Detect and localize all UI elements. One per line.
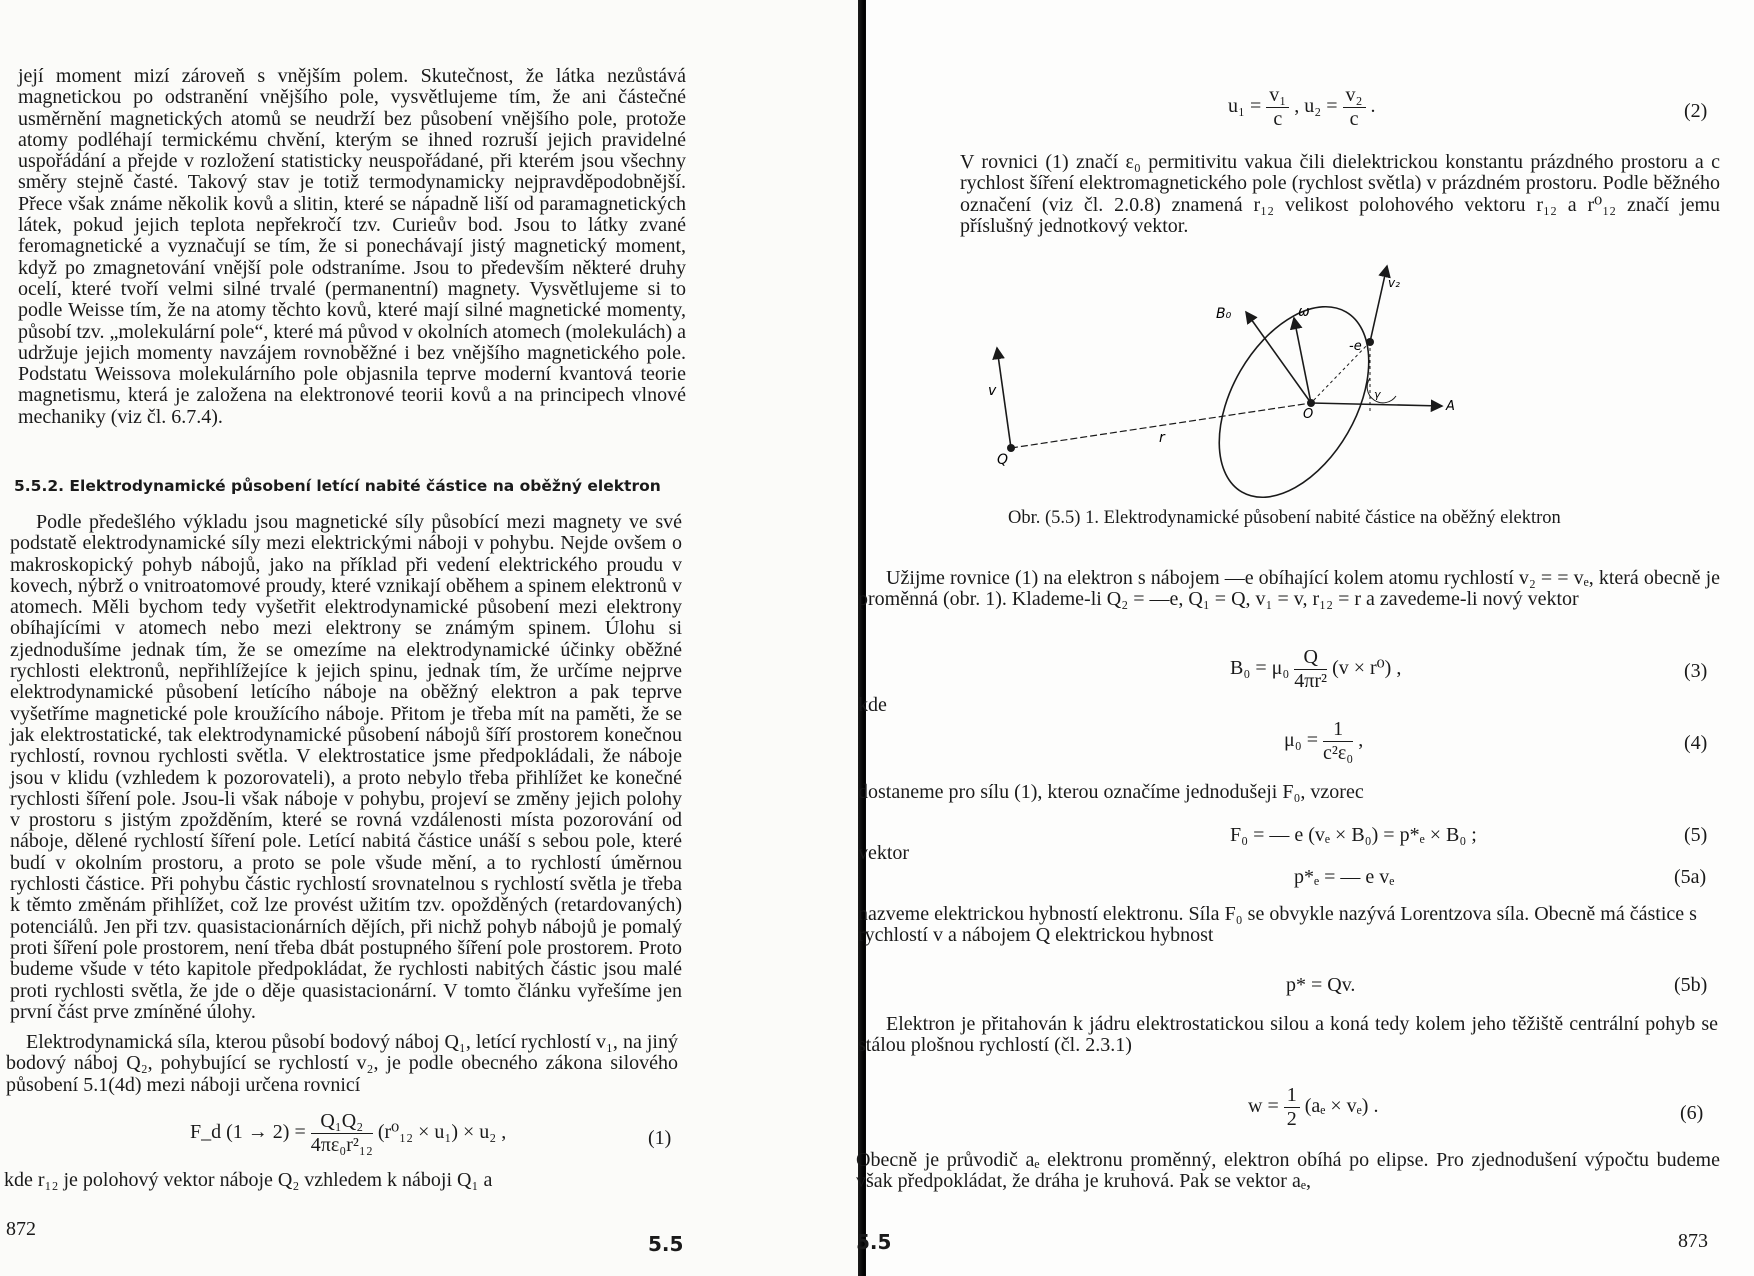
equation-number: (1) [648, 1127, 672, 1149]
section-runner: 5.5 [648, 1232, 684, 1256]
charge-q-point [1007, 444, 1015, 452]
axis-a-arrow [1311, 403, 1442, 406]
eq-middle: , u₂ = [1294, 95, 1338, 118]
section-heading: 5.5.2. Elektrodynamické působení letící nabité částice na oběžný elektron [14, 477, 661, 495]
paragraph: Elektrodynamická síla, kterou působí bodový náboj Q₁, letící rychlostí v₁, na jiný bodový náboj Q₂, pohybující se rychlostí v₂, je podle obecného zákona silového působení 5.1(4d) mezi náboji určena rovnicí [6, 1031, 678, 1096]
label-v2: v₂ [1388, 276, 1400, 290]
v2-vector-arrow [1370, 266, 1387, 342]
numerator: Q [1294, 646, 1327, 670]
label-omega: ω [1298, 304, 1310, 320]
eq-rhs: (v × r⁰) , [1332, 657, 1402, 680]
word-kde: kde [858, 694, 887, 716]
denominator: c [1349, 108, 1359, 130]
label-o: O [1303, 407, 1314, 422]
eq-lhs: B₀ = μ₀ [1230, 657, 1290, 680]
denominator: c [1273, 108, 1283, 130]
numerator: v₁ [1266, 84, 1289, 108]
numerator: v₂ [1343, 84, 1366, 108]
equation-3 [1230, 646, 1401, 693]
page-number: 872 [6, 1218, 36, 1240]
equation-4 [1284, 718, 1363, 765]
eq-rhs: , [1358, 729, 1364, 752]
equation-number: (3) [1684, 660, 1708, 682]
equation-5: F₀ = — e (vₑ × B₀) = p*ₑ × B₀ ; [1230, 824, 1477, 846]
paragraph: nazveme elektrickou hybností elektronu. Síla F₀ se obvykle nazývá Lorentzova síla. Obecně má částice s rychlostí v a nábojem Q elektrickou hybnost [858, 903, 1697, 947]
paragraph: její moment mizí zároveň s vnějším polem. Skutečnost, že látka nezůstává magnetickou po odstranění vnějšího pole, vysvětlujeme tím, že ani částečné usměrnění magnetických atomů se neudrží bez působení vnějšího pole, protože atomy podléhají termickému chvění, kterým se ihned rozruší jejich pravidelné uspořádání a přejde v rozložení statisticky neuspořádané, při kterém jsou všechny směry stejně časté. Takový stav je totiž termodynamicky nejpravděpodobnější. Přece však známe několik kovů a slitin, které se nápadně liší od paramagnetických látek, pokud jejich teplota nepřekročí tzv. Curieův bod. Jsou to látky zvané feromagnetické a vyznačují se tím, že si ponechávají jistý magnetický moment, když po zmagnetování vnější pole odstraníme. Jsou to především některé druhy ocelí, které tvoří velmi silné trvalé (permanentní) magnety. Vysvětlujeme si to podle Weisse tím, že na atomy těchto kovů, které mají silné magnetické momenty, působí tzv. „molekulární pole“, které má původ v okolních atomech (molekulách) a udržuje jejich momenty navzájem rovnoběžné i bez vnějšího magnetického pole. Podstatu Weissova molekulárního pole objasnila teprve moderní kvantová teorie magnetismu, která je založena na elektronové teorii kovů a na principech vlnové mechaniky (viz čl. 6.7.4). [18, 65, 686, 428]
figure-caption: Obr. (5.5) 1. Elektrodynamické působení nabité částice na oběžný elektron [1008, 508, 1561, 528]
equation-5b: p* = Qv. [1286, 974, 1356, 996]
fraction [1284, 1084, 1300, 1131]
equation-number: (4) [1684, 732, 1708, 754]
equation-number: (5) [1684, 824, 1708, 846]
section-runner: 5.5 [856, 1230, 892, 1254]
left-page [0, 0, 860, 1276]
label-angle: γ [1374, 388, 1381, 401]
figure-diagram [866, 0, 1754, 520]
equation-number: (5a) [1674, 866, 1707, 888]
eq-tail: . [1370, 95, 1376, 118]
electron-point [1366, 338, 1374, 346]
numerator: Q₁Q₂ [311, 1110, 373, 1134]
numerator: 1 [1323, 718, 1353, 742]
eq-lhs: w = [1248, 1095, 1279, 1118]
angle-arc [1367, 378, 1396, 403]
fraction [1294, 646, 1327, 693]
denominator: c²ε₀ [1322, 742, 1354, 764]
equation-6 [1248, 1084, 1378, 1131]
label-b0: B₀ [1216, 306, 1232, 322]
paragraph: Obecně je průvodič aₑ elektronu proměnný, elektron obíhá po elipse. Pro zjednodušení výpočtu budeme však předpokládat, že dráha je kruhová. Pak se vektor aₑ, [856, 1149, 1720, 1193]
eq-lhs: F_d (1 → 2) = [190, 1121, 306, 1144]
eq-lhs: μ₀ = [1284, 729, 1318, 752]
label-v: v [988, 383, 997, 399]
denominator: 4πr² [1294, 670, 1328, 692]
fraction [311, 1110, 373, 1157]
paragraph: Užijme rovnice (1) na elektron s nábojem —e obíhající kolem atomu rychlostí v₂ = = vₑ, která obecně je proměnná (obr. 1). Klademe-li Q₂ = —e, Q₁ = Q, v₁ = v, r₁₂ = r a zavedeme-li nový vektor [858, 567, 1720, 611]
denominator: 2 [1286, 1108, 1297, 1130]
label-a: A [1446, 399, 1455, 414]
eq-lhs: u₁ = [1228, 95, 1262, 118]
paragraph: V rovnici (1) značí ε₀ permitivitu vakua čili dielektrickou konstantu prázdného prostoru a c rychlost šíření elektromagnetického pole (rychlost světla) v prázdném prostoru. Podle běžného označení (viz čl. 2.0.8) znamená r₁₂ velikost polohového vektoru r₁₂ a r⁰₁₂ značí jemu příslušný jednotkový vektor. [960, 151, 1720, 237]
eq-rhs: (r⁰₁₂ × u₁) × u₂ , [377, 1121, 507, 1144]
label-minus-e: -e [1349, 339, 1362, 354]
right-page [856, 0, 1754, 1276]
equation-number: (6) [1680, 1102, 1704, 1124]
v-vector-arrow [997, 348, 1011, 448]
paragraph: Elektron je přitahován k jádru elektrostatickou silou a koná tedy kolem jeho těžiště centrální pohyb se stálou plošnou rychlostí (čl. 2.3.1) [858, 1013, 1718, 1057]
label-q: Q [997, 452, 1009, 468]
page-number: 873 [1678, 1230, 1708, 1252]
paragraph: Podle předešlého výkladu jsou magnetické síly působící mezi magnety ve své podstatě elektrodynamické síly mezi elektrickými náboji v pohybu. Nejde ovšem o makroskopický pohyb nábojů, jako na příklad při vedení elektrického proudu v kovech, nýbrž o vnitroatomové proudy, které vznikají oběhem a spinem elektronů v atomech. Měli bychom tedy vyšetřit elektrodynamické působení mezi elektrony obíhajícími v atomech nebo mezi elektrony se známým spinem. Úlohu si zjednodušíme jednak tím, že se omezíme na elektrodynamické účinky oběžné rychlosti elektronů, nepřihlížejíce k jejich spinu, jednak tím, že určíme nejprve elektrodynamické působení letícího náboje na oběžný elektron a pak teprve vyšetříme magnetické pole kroužícího náboje. Přitom je třeba mít na paměti, že se jak elektrostatické, tak elektrodynamické působení nábojů šíří prostorem konečnou rychlostí, rovnou rychlosti světla. V elektrostatice jsme předpokládali, že náboje jsou v klidu (vzhledem k pozorovateli), a proto nebylo třeba přihlížet ke konečné rychlosti šíření pole. Jsou-li však náboje v pohybu, projeví se změny jejich polohy v prostoru s jistým zpožděním, které se rovná vzdálenosti místa pozorování od náboje, dělené rychlostí šíření pole. Letící nabitá částice unáší s sebou pole, které budí v okolním prostoru, a proto se pole všude mění, a to rychlostí úměrnou rychlosti částice. Při pohybu částic rychlostí srovnatelnou s rychlostí světla je třeba k těmto změnám přihlížet, což lze provést užitím tzv. opožděných (retardovaných) potenciálů. Jen při tzv. quasistacionárních dějích, při nichž pohyb nábojů je pomalý proti šíření pole prostorem, není třeba dbát postupného šíření pole prostorem. Proto budeme všude v této kapitole předpokládat, že rychlosti nabitých částic jsou malé proti rychlosti světla, že jde o děje quasistacionární. V tomto článku vyřešíme jen první část prve zmíněné úlohy. [10, 511, 682, 1023]
label-r: r [1159, 430, 1165, 446]
numerator: 1 [1284, 1084, 1300, 1108]
paragraph: kde r₁₂ je polohový vektor náboje Q₂ vzhledem k náboji Q₁ a [4, 1169, 493, 1191]
equation-5a: p*ₑ = — e vₑ [1294, 866, 1395, 888]
eq-rhs: (aₑ × vₑ) . [1304, 1095, 1379, 1118]
equation-1 [190, 1110, 506, 1157]
paragraph: dostaneme pro sílu (1), kterou označíme jednodušeji F₀, vzorec [858, 781, 1364, 803]
equation-number: (5b) [1674, 974, 1708, 996]
word-vektor: vektor [858, 842, 910, 864]
equation-number: (2) [1684, 100, 1708, 122]
nucleus-o-point [1307, 399, 1315, 407]
fraction [1323, 718, 1353, 765]
denominator: 4πε₀r²₁₂ [310, 1134, 373, 1156]
